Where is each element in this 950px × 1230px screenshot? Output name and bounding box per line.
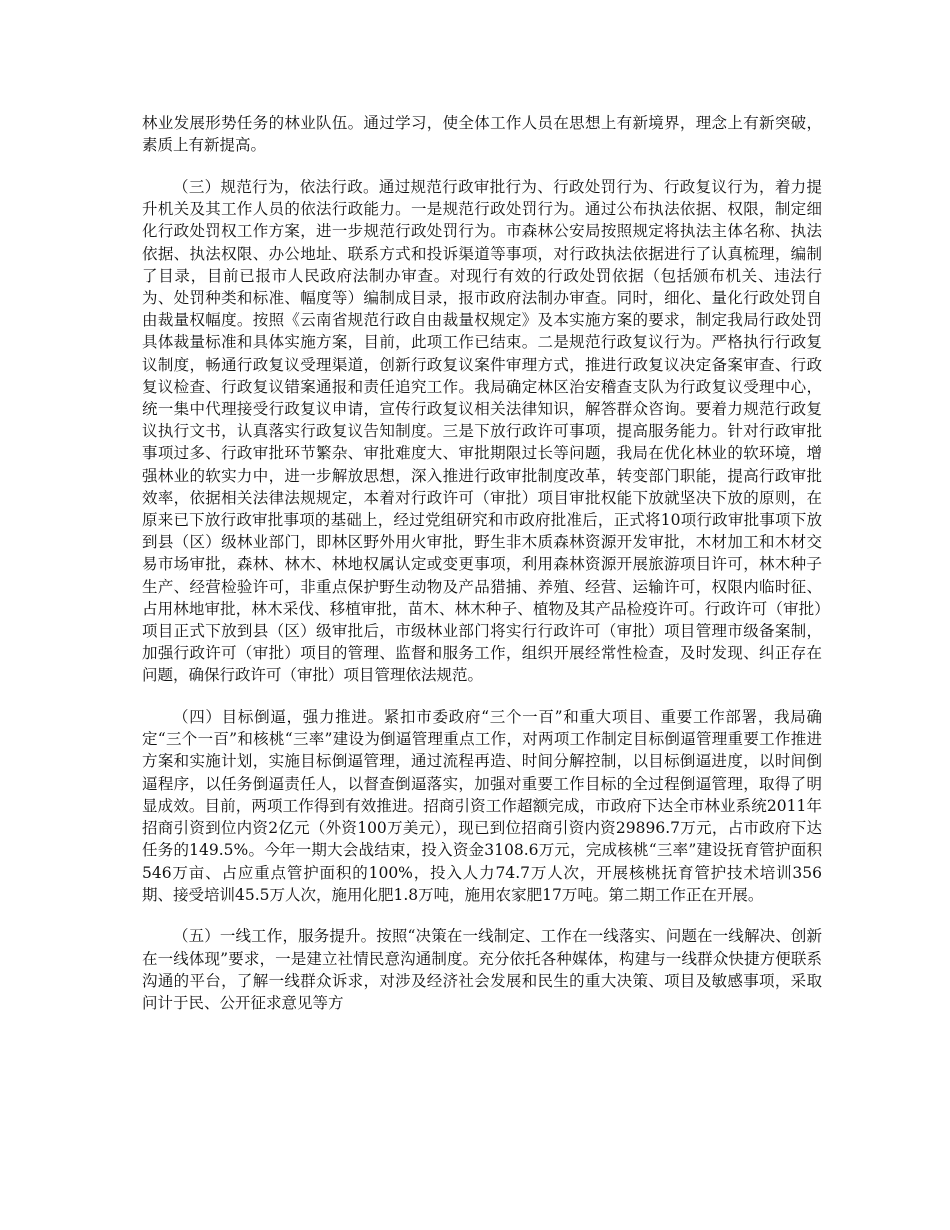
paragraph-section-4: （四）目标倒逼，强力推进。紧扣市委政府“三个一百”和重大项目、重要工作部署，我局确定“三个一百”和核桃“三率”建设为倒逼管理重点工作，对两项工作制定目标倒逼管理重要工作推进方案和实施计划，实施目标倒逼管理，通过流程再造、时间分解控制，以目标倒逼进度，以时间倒逼程序，以任务倒逼责任人，以督查倒逼落实，加强对重要工作目标的全过程倒逼管理，取得了明显成效。目前，两项工作得到有效推进。招商引资工作超额完成，市政府下达全市林业系统2011年招商引资到位内资2亿元（外资100万美元），现已到位招商引资内资29896.7万元，占市政府下达任务的149.5%。今年一期大会战结束，投入资金3108.6万元，完成核桃“三率”建设抚育管护面积546万亩、占应重点管护面积的100%，投入人力74.7万人次，开展核桃抚育管护技术培训356期、接受培训45.5万人次，施用化肥1.8万吨，施用农家肥17万吨。第二期工作正在开展。 — [142, 708, 822, 904]
paragraph-section-3: （三）规范行为，依法行政。通过规范行政审批行为、行政处罚行为、行政复议行为，着力提升机关及其工作人员的依法行政能力。一是规范行政处罚行为。通过公布执法依据、权限，制定细化行政处罚权工作方案，进一步规范行政处罚行为。市森林公安局按照规定将执法主体名称、执法依据、执法权限、办公地址、联系方式和投诉渠道等事项，对行政执法依据进行了认真梳理，编制了目录，目前已报市人民政府法制办审查。对现行有效的行政处罚依据（包括颁布机关、违法行为、处罚种类和标准、幅度等）编制成目录，报市政府法制办审查。同时，细化、量化行政处罚自由裁量权幅度。按照《云南省规范行政自由裁量权规定》及本实施方案的要求，制定我局行政处罚具体裁量标准和具体实施方案，目前，此项工作已结束。二是规范行政复议行为。严格执行行政复议制度，畅通行政复议受理渠道，创新行政复议案件审理方式，推进行政复议决定备案审查、行政复议检查、行政复议错案通报和责任追究工作。我局确定林区治安稽查支队为行政复议受理中心，统一集中代理接受行政复议申请，宣传行政复议相关法律知识，解答群众咨询。要着力规范行政复议执行文书，认真落实行政复议告知制度。三是下放行政许可事项，提高服务能力。针对行政审批事项过多、行政审批环节繁杂、审批难度大、审批期限过长等问题，我局在优化林业的软环境，增强林业的软实力中，进一步解放思想，深入推进行政审批制度改革，转变部门职能，提高行政审批效率，依据相关法律法规规定，本着对行政许可（审批）项目审批权能下放就坚决下放的原则，在原来已下放行政审批事项的基础上，经过党组研究和市政府批准后，正式将10项行政审批事项下放到县（区）级林业部门，即林区野外用火审批，野生非木质森林资源开发审批，木材加工和木材交易市场审批，森林、林木、林地权属认定或变更事项，利用森林资源开展旅游项目许可，林木种子生产、经营检验许可，非重点保护野生动物及产品猎捕、养殖、经营、运输许可，权限内临时征、占用林地审批，林木采伐、移植审批，苗木、林木种子、植物及其产品检疫许可。行政许可（审批）项目正式下放到县（区）级审批后，市级林业部门将实行行政许可（审批）项目管理市级备案制，加强行政许可（审批）项目的管理、监督和服务工作，组织开展经常性检查，及时发现、纠正存在问题，确保行政许可（审批）项目管理依法规范。 — [142, 177, 822, 685]
paragraph-section-5: （五）一线工作，服务提升。按照“决策在一线制定、工作在一线落实、问题在一线解决、创新在一线体现”要求，一是建立社情民意沟通制度。充分依托各种媒体，构建与一线群众快捷方便联系沟通的平台，了解一线群众诉求，对涉及经济社会发展和民生的重大决策、项目及敏感事项，采取问计于民、公开征求意见等方 — [142, 927, 822, 1013]
paragraph-continuation: 林业发展形势任务的林业队伍。通过学习，使全体工作人员在思想上有新境界，理念上有新突破，素质上有新提高。 — [142, 114, 822, 155]
document-body — [142, 112, 822, 1034]
